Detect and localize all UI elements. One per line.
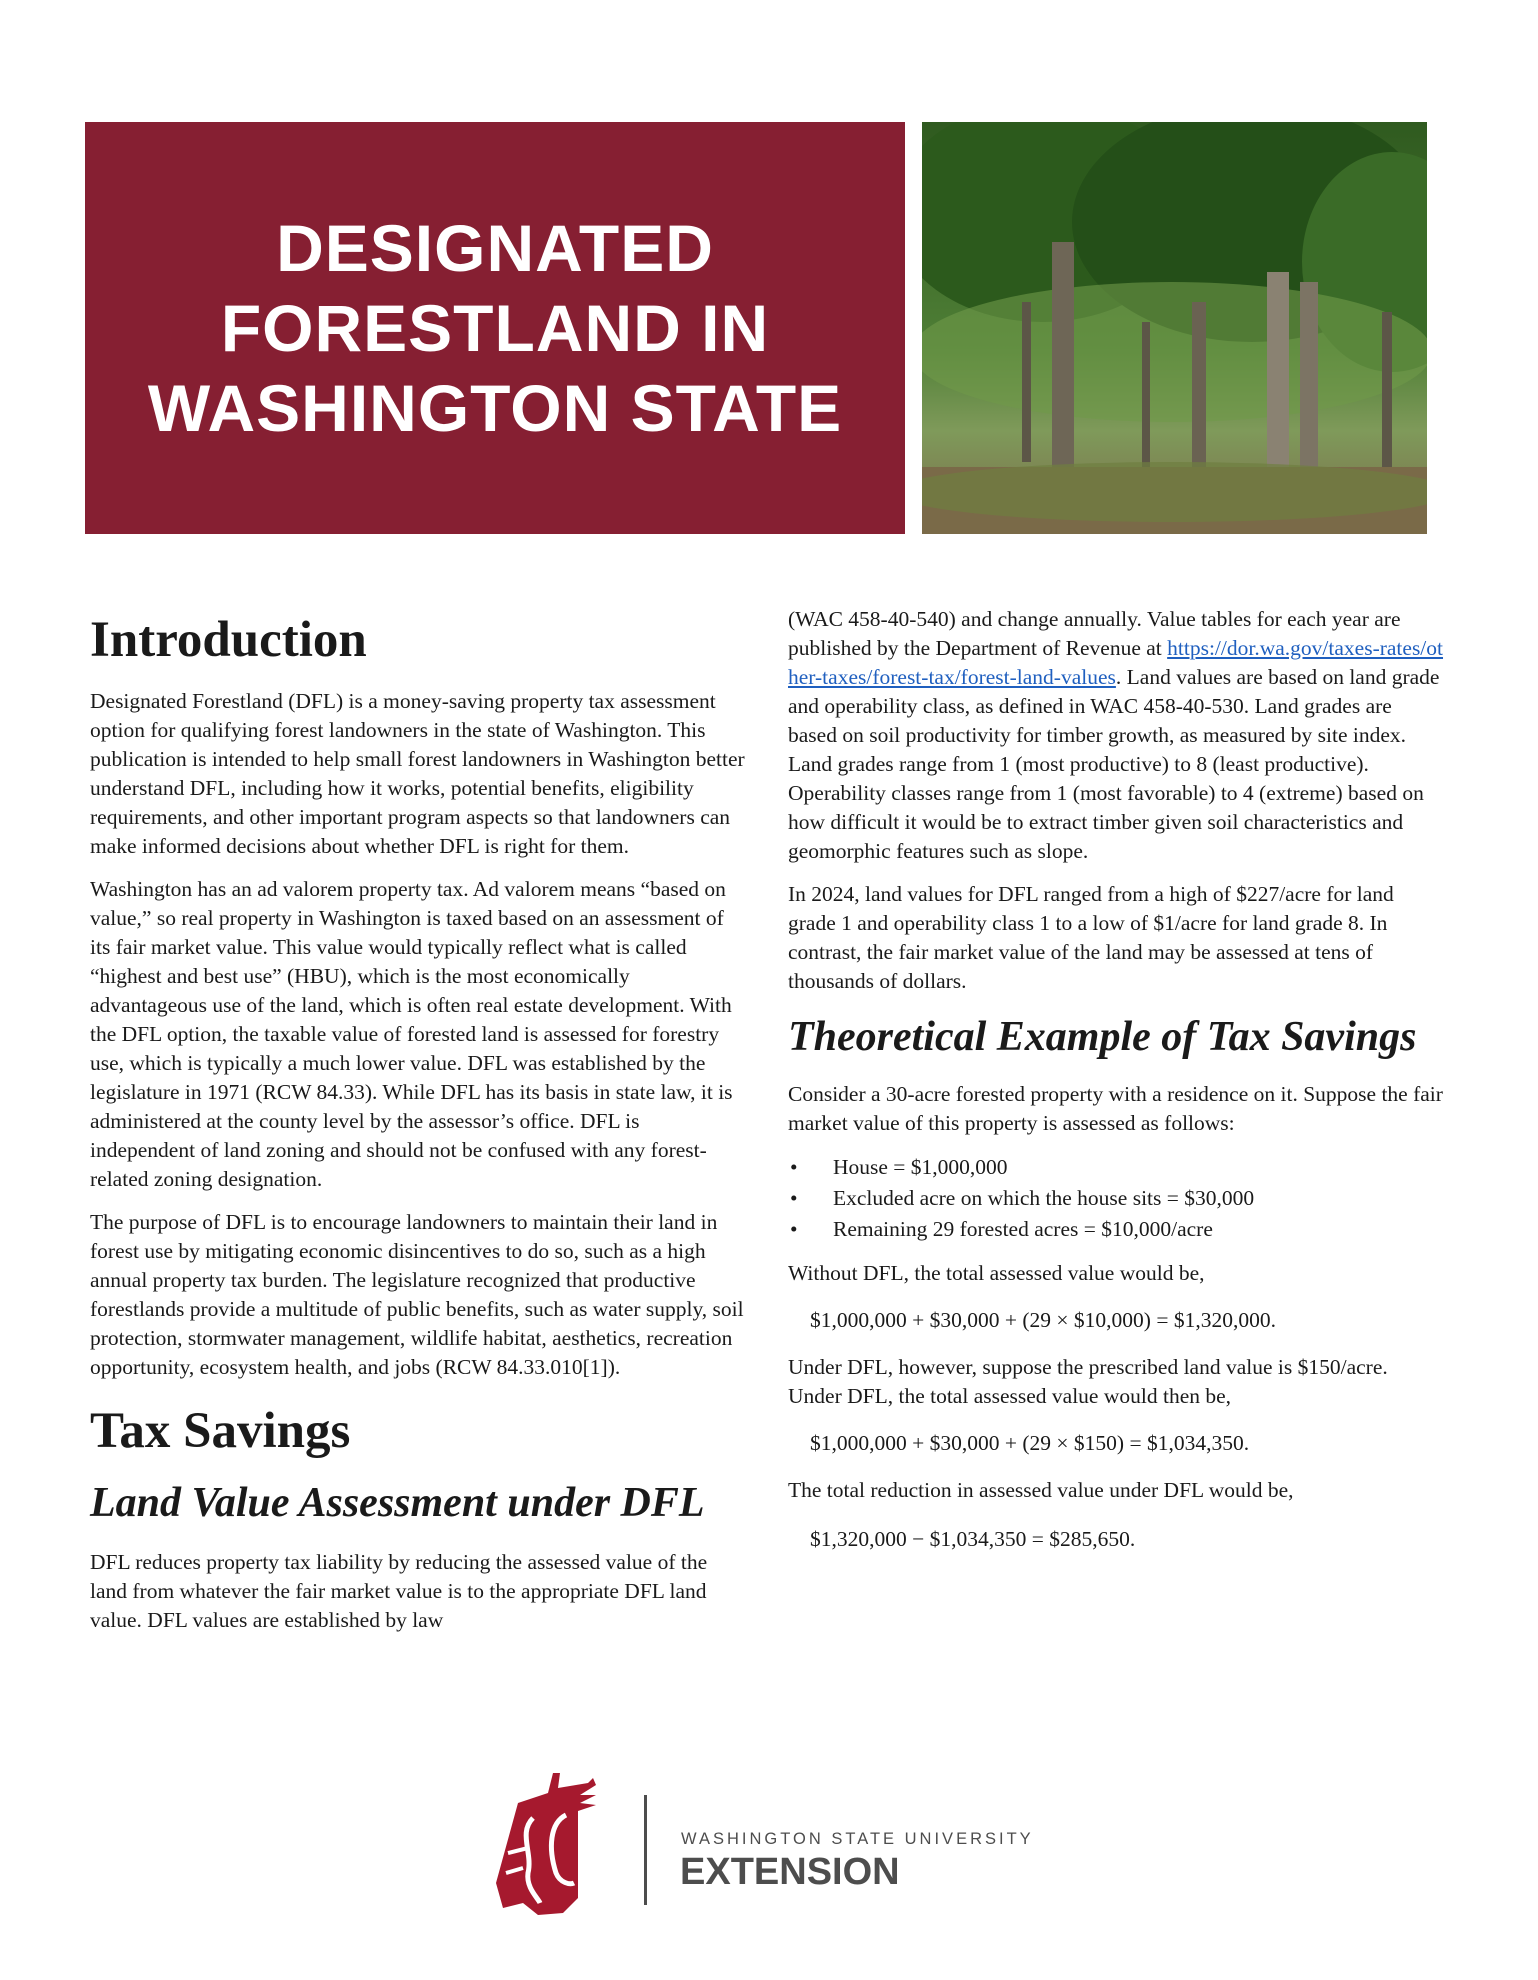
equation-under-dfl: $1,000,000 + $30,000 + (29 × $150) = $1,034,350. [810, 1431, 1250, 1455]
land-values-paragraph: In 2024, land values for DFL ranged from a high of $227/acre for land grade 1 and operability class 1 to a low of $1/acre for land grade 8. In contrast, the fair market value of the land may be assessed at tens of thousands of dollars. [788, 882, 1394, 993]
page-title [148, 208, 842, 448]
intro-paragraph: Washington has an ad valorem property tax. Ad valorem means “based on value,” so real property in Washington is taxed based on an assessment of its fair market value. This value would typically reflect what is called “highest and best use” (HBU), which is the most economically advantageous use of the land, which is often real estate development. With the DFL option, the taxable value of forested land is assessed for forestry use, which is typically a much lower value. DFL was established by the legislature in 1971 (RCW 84.33). While DFL has its basis in state law, it is administered at the county level by the assessor’s office. DFL is independent of land zoning and should not be confused with any forest-related zoning designation. [90, 877, 733, 1191]
text: . Land values are based on land grade and operability class, as defined in WAC 458-40-530. Land grades are based on soil productivity for timber growth, as measured by site index. Land grades range from 1 (most productive) to 8 (least productive). Operability classes range from 1 (most favorable) to 4 (extreme) based on how difficult it would be to extract timber given soil characteristics and geomorphic features such as slope. [788, 665, 1440, 863]
reduction-text: The total reduction in assessed value under DFL would be, [788, 1478, 1294, 1502]
title-line: WASHINGTON STATE [147, 371, 843, 445]
introduction-heading: Introduction [90, 612, 367, 668]
extension-label: EXTENSION [680, 1851, 900, 1893]
example-paragraph: Consider a 30-acre forested property with a residence on it. Suppose the fair market value of this property is assessed as follows: [788, 1082, 1443, 1135]
list-item: • Excluded acre on which the house sits = $30,000 [788, 1183, 1446, 1214]
tax-savings-heading: Tax Savings [90, 1403, 351, 1459]
right-column [788, 605, 1446, 1554]
dor-link[interactable]: https://dor.wa.gov/taxes-rates/other-taxes/forest-tax/forest-land-values [788, 636, 1444, 689]
title-line: DESIGNATED [276, 211, 714, 285]
intro-paragraph: The purpose of DFL is to encourage landowners to maintain their land in forest use by mitigating economic disincentives to do so, such as a high annual property tax burden. The legislature recognized that productive forestlands provide a multitude of public benefits, such as water supply, soil protection, stormwater management, wildlife habitat, aesthetics, recreation opportunity, ecosystem health, and jobs (RCW 84.33.010[1]). [90, 1210, 744, 1379]
without-dfl-text: Without DFL, the total assessed value would be, [788, 1261, 1205, 1285]
under-dfl-text: Under DFL, however, suppose the prescribed land value is $150/acre. Under DFL, the total assessed value would then be, [788, 1355, 1388, 1408]
title-line: FORESTLAND IN [220, 291, 770, 365]
forest-photo [922, 122, 1427, 534]
left-column [90, 611, 748, 1635]
list-item: • House = $1,000,000 [788, 1152, 1446, 1183]
assessment-list [788, 1152, 1446, 1245]
title-banner [85, 122, 905, 534]
land-value-heading: Land Value Assessment under DFL [90, 1480, 705, 1526]
text: (WAC 458-40-540) and change annually. Value tables for each year are published by the Department of Revenue at [788, 607, 1401, 660]
wsu-extension-logo [478, 1773, 1058, 1918]
university-name: WASHINGTON STATE UNIVERSITY [681, 1830, 1034, 1848]
equation-without-dfl: $1,000,000 + $30,000 + (29 × $10,000) = $1,320,000. [810, 1308, 1276, 1332]
logo-divider [644, 1795, 647, 1905]
equation-reduction: $1,320,000 − $1,034,350 = $285,650. [810, 1527, 1136, 1551]
value-tables-paragraph [788, 605, 1446, 866]
list-item: • Remaining 29 forested acres = $10,000/acre [788, 1214, 1446, 1245]
example-heading: Theoretical Example of Tax Savings [788, 1014, 1417, 1060]
cougar-head-logo-icon [478, 1773, 628, 1918]
land-value-paragraph: DFL reduces property tax liability by reducing the assessed value of the land from whatever the fair market value is to the appropriate DFL land value. DFL values are established by law [90, 1550, 708, 1632]
intro-paragraph: Designated Forestland (DFL) is a money-saving property tax assessment option for qualifying forest landowners in the state of Washington. This publication is intended to help small forest landowners in Washington better understand DFL, including how it works, potential benefits, eligibility requirements, and other important program aspects so that landowners can make informed decisions about whether DFL is right for them. [90, 689, 745, 858]
